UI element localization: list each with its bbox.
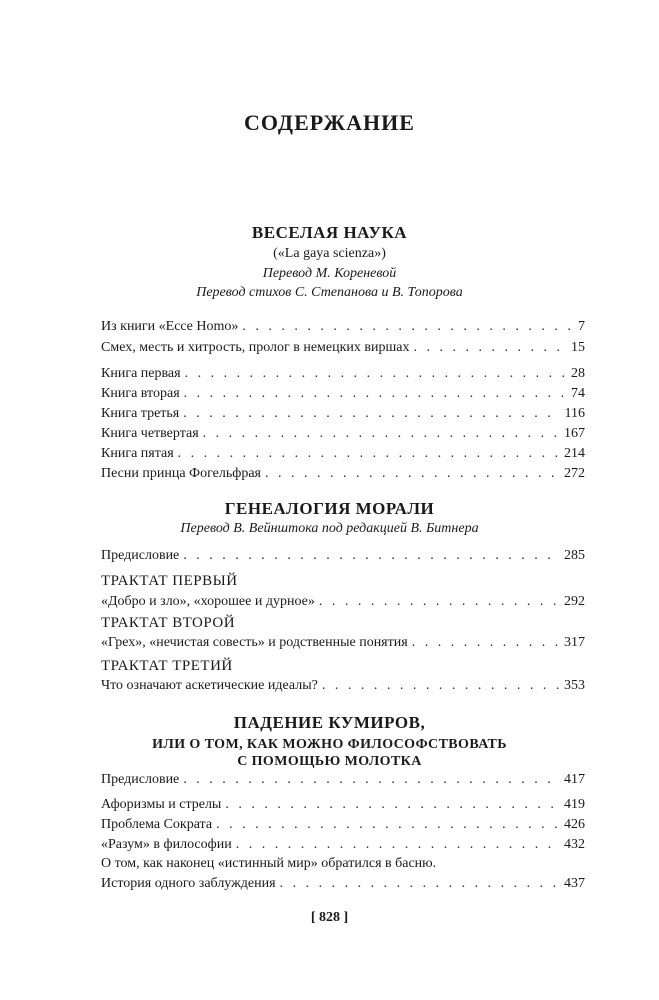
translator-credit: Перевод М. Кореневой [262,266,397,281]
dot-leader [216,817,560,833]
toc-entry[interactable] [101,817,585,835]
toc-entry[interactable] [101,548,585,566]
dot-leader [319,594,560,610]
dot-leader [183,772,560,788]
dot-leader [412,635,560,651]
toc-entry-title: Книга третья [101,406,180,421]
toc-entry[interactable] [101,366,585,384]
toc-entry[interactable] [101,386,585,404]
toc-entry-title: Книга вторая [101,386,180,401]
section-title-gay-science: ВЕСЕЛАЯ НАУКА [251,223,408,242]
dot-leader [185,366,567,382]
toc-entry-title: Книга первая [101,366,181,381]
toc-entry-page: 15 [571,340,585,355]
translator-credit: Перевод В. Вейнштока под редакцией В. Битнера [180,521,479,536]
toc-entry-title: Проблема Сократа [101,817,213,832]
toc-entry-title: Песни принца Фогельфрая [101,466,261,481]
toc-entry[interactable] [101,406,585,424]
translator-credit-verse: Перевод стихов С. Степанова и В. Топорова [196,285,463,300]
toc-entry-title: «Грех», «нечистая совесть» и родственные понятия [101,635,408,650]
treatise-heading: ТРАКТАТ ТРЕТИЙ [101,658,233,674]
toc-entry-page: 437 [564,876,585,891]
toc-entry-title: Из книги «Ecce Homo» [101,319,239,334]
toc-entry[interactable] [101,426,585,444]
toc-entry-page: 214 [564,446,585,461]
toc-entry-title: «Разум» в философии [101,837,232,852]
toc-entry-title: Предисловие [101,548,180,563]
dot-leader [183,406,560,422]
toc-entry-page: 28 [571,366,585,381]
toc-entry-page: 7 [578,319,585,334]
section-subtitle: С ПОМОЩЬЮ МОЛОТКА [237,754,422,769]
toc-entry[interactable] [101,594,585,612]
toc-entry[interactable] [101,635,585,653]
toc-entry-title: История одного заблуждения [101,876,276,891]
toc-entry-page: 292 [564,594,585,609]
dot-leader [265,466,560,482]
toc-entry-title: «Добро и зло», «хорошее и дурное» [101,594,315,609]
toc-entry-page: 285 [564,548,585,563]
toc-entry[interactable] [101,446,585,464]
toc-entry-title-line: О том, как наконец «истинный мир» обратился в басню. [101,856,437,871]
page-title: СОДЕРЖАНИЕ [244,110,415,135]
toc-entry-page: 353 [564,678,585,693]
toc-entry-title: Книга пятая [101,446,174,461]
section-subtitle: ИЛИ О ТОМ, КАК МОЖНО ФИЛОСОФСТВОВАТЬ [152,737,507,752]
toc-entry[interactable] [101,797,585,815]
section-title-genealogy: ГЕНЕАЛОГИЯ МОРАЛИ [224,499,435,518]
toc-entry-title: Книга четвертая [101,426,199,441]
dot-leader [203,426,560,442]
toc-entry-page: 417 [564,772,585,787]
dot-leader [414,340,567,356]
toc-entry-page: 419 [564,797,585,812]
toc-entry-page: 74 [571,386,585,401]
toc-entry[interactable] [101,319,585,337]
treatise-heading: ТРАКТАТ ПЕРВЫЙ [101,573,238,589]
dot-leader [280,876,560,892]
dot-leader [183,548,560,564]
toc-entry-page: 426 [564,817,585,832]
section-title-twilight: ПАДЕНИЕ КУМИРОВ, [233,713,426,732]
toc-entry[interactable] [101,466,585,484]
dot-leader [184,386,567,402]
toc-entry-title: Предисловие [101,772,180,787]
section-subtitle: («La gaya scienza») [273,246,386,261]
toc-entry-title: Что означают аскетические идеалы? [101,678,318,693]
toc-entry[interactable] [101,837,585,855]
toc-entry-page: 317 [564,635,585,650]
toc-entry[interactable] [101,678,585,696]
toc-entry[interactable] [101,340,585,358]
dot-leader [236,837,560,853]
dot-leader [225,797,560,813]
toc-entry-page: 272 [564,466,585,481]
toc-entry-page: 167 [564,426,585,441]
dot-leader [178,446,560,462]
toc-entry[interactable] [101,772,585,790]
dot-leader [242,319,574,335]
toc-entry-title: Смех, месть и хитрость, пролог в немецких виршах [101,340,410,355]
dot-leader [322,678,560,694]
toc-entry-page: 432 [564,837,585,852]
toc-entry-title: Афоризмы и стрелы [101,797,222,812]
toc-entry[interactable] [101,876,585,894]
treatise-heading: ТРАКТАТ ВТОРОЙ [101,615,236,631]
toc-entry-page: 116 [564,406,585,421]
page-number: [ 828 ] [310,910,349,925]
